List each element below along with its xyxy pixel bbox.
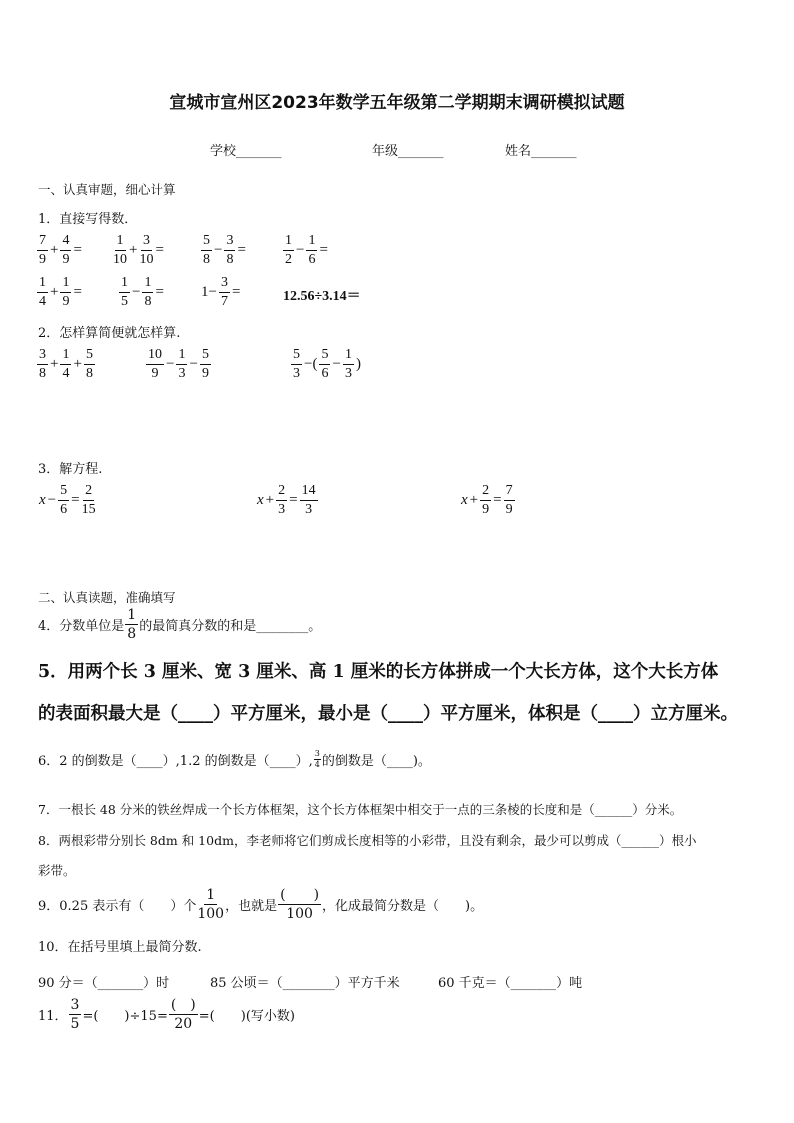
variable: x bbox=[39, 492, 46, 508]
equals: = bbox=[231, 284, 241, 300]
numerator: ( ) bbox=[280, 887, 320, 903]
operator: + bbox=[50, 356, 59, 372]
numerator: 14 bbox=[300, 484, 318, 501]
operator: − bbox=[132, 284, 141, 300]
numerator: 7 bbox=[504, 484, 515, 501]
q11-text: 11． bbox=[38, 1009, 68, 1024]
q9-text: 9．0.25 表示有（ ）个 bbox=[38, 899, 197, 914]
equals: = bbox=[155, 242, 164, 258]
denominator: 6 bbox=[308, 252, 316, 267]
numerator: 2 bbox=[480, 484, 491, 501]
operator: + bbox=[469, 492, 479, 508]
denominator: 8 bbox=[85, 366, 93, 381]
denominator: 9 bbox=[151, 366, 159, 381]
numerator: 3 bbox=[224, 234, 235, 251]
question-8-line-1: 8．两根彩带分别长 8dm 和 10dm，李老师将它们剪成长度相等的小彩带，且没有剩余，最少可以剪成（______）根小 bbox=[38, 833, 697, 848]
denominator: 8 bbox=[226, 252, 234, 267]
numerator: 2 bbox=[83, 484, 94, 501]
numerator: 3 bbox=[37, 348, 48, 365]
denominator: 2 bbox=[285, 252, 292, 267]
question-7: 7．一根长 48 分米的铁丝焊成一个长方体框架，这个长方体框架中相交于一点的三条棱的长度和是（______）分米。 bbox=[38, 802, 683, 817]
equals: = bbox=[73, 284, 82, 300]
variable: x bbox=[257, 492, 264, 508]
grade-field[interactable]: 年级_______ bbox=[372, 144, 444, 159]
denominator: 20 bbox=[174, 1016, 193, 1032]
numerator: 1 bbox=[115, 234, 126, 251]
q1-item-g bbox=[200, 276, 241, 309]
numerator: 3 bbox=[314, 749, 320, 758]
question-10: 10．在括号里填上最简分数. bbox=[38, 940, 202, 955]
denominator: 7 bbox=[220, 294, 228, 309]
operator: − bbox=[332, 356, 341, 372]
numerator: 1 bbox=[60, 348, 71, 365]
q10-item-a: 90 分＝（_______）时 bbox=[38, 976, 170, 991]
numerator: 5 bbox=[200, 348, 211, 365]
denominator: 6 bbox=[321, 366, 329, 381]
q6-text: 的倒数是（____)。 bbox=[321, 754, 431, 769]
question-11 bbox=[38, 998, 295, 1031]
operator: + bbox=[50, 284, 59, 300]
equals: = bbox=[155, 284, 164, 300]
operator: + bbox=[265, 492, 275, 508]
denominator: 5 bbox=[70, 1016, 80, 1032]
operator: − bbox=[47, 492, 57, 508]
numerator: ( ) bbox=[170, 997, 196, 1013]
denominator: 15 bbox=[81, 502, 96, 517]
operator: 1− bbox=[201, 284, 217, 300]
numerator: 5 bbox=[201, 234, 212, 251]
question-5-line-2: 的表面积最大是（____）平方厘米，最小是（____）平方厘米，体积是（____）立方厘米。 bbox=[38, 704, 738, 724]
q11-text: =( )÷15= bbox=[82, 1009, 168, 1024]
denominator: 8 bbox=[144, 294, 152, 309]
q6-text: 6．2 的倒数是（____）,1.2 的倒数是（____）, bbox=[38, 754, 313, 769]
denominator: 9 bbox=[482, 502, 490, 517]
denominator: 10 bbox=[113, 252, 127, 267]
numerator: 1 bbox=[60, 276, 71, 293]
numerator: 5 bbox=[319, 348, 330, 365]
q1-item-b bbox=[112, 234, 165, 267]
denominator: 8 bbox=[203, 252, 210, 267]
equals: = bbox=[319, 242, 328, 258]
page-title: 宣城市宣州区2023年数学五年级第二学期期末调研模拟试题 bbox=[169, 93, 625, 113]
numerator: 5 bbox=[291, 348, 302, 365]
name-field[interactable]: 姓名_______ bbox=[505, 144, 577, 159]
numerator: 3 bbox=[70, 997, 80, 1013]
equals: = bbox=[73, 242, 82, 258]
q10-item-b: 85 公顷＝（________）平方千米 bbox=[210, 976, 400, 991]
question-1: 1．直接写得数． bbox=[38, 212, 138, 227]
denominator: 9 bbox=[505, 502, 513, 517]
denominator: 3 bbox=[278, 502, 286, 517]
q4-text: 的最简真分数的和是________。 bbox=[139, 619, 322, 634]
operator: − bbox=[214, 242, 223, 258]
equals: = bbox=[289, 492, 298, 508]
numerator: 5 bbox=[58, 484, 69, 501]
operator: − bbox=[296, 242, 305, 258]
denominator: 3 bbox=[293, 366, 300, 381]
numerator: 1 bbox=[142, 276, 153, 293]
school-field[interactable]: 学校_______ bbox=[210, 144, 282, 159]
denominator: 9 bbox=[201, 366, 209, 381]
equals: = bbox=[237, 242, 246, 258]
q9-text: ，也就是 bbox=[225, 899, 278, 914]
question-6 bbox=[38, 750, 431, 769]
denominator: 8 bbox=[127, 626, 137, 642]
section-2-heading: 二、认真读题，准确填写 bbox=[38, 590, 176, 605]
numerator: 1 bbox=[206, 887, 216, 903]
question-4 bbox=[38, 608, 321, 641]
denominator: 8 bbox=[39, 366, 46, 381]
q1-item-e bbox=[36, 276, 83, 309]
numerator: 5 bbox=[84, 348, 95, 365]
q9-text: ，化成最简分数是（ )。 bbox=[322, 899, 484, 914]
operator: + bbox=[73, 356, 82, 372]
q3-item-c bbox=[460, 484, 516, 517]
operator: + bbox=[50, 242, 59, 258]
numerator: 3 bbox=[219, 276, 230, 293]
q2-item-b bbox=[145, 348, 212, 381]
operator: − bbox=[166, 356, 175, 372]
denominator: 4 bbox=[314, 760, 320, 769]
q1-item-a bbox=[36, 234, 83, 267]
denominator: 5 bbox=[121, 294, 128, 309]
q3-item-b bbox=[256, 484, 319, 517]
denominator: 3 bbox=[305, 502, 313, 517]
denominator: 9 bbox=[39, 252, 46, 267]
denominator: 9 bbox=[62, 294, 70, 309]
operator: ) bbox=[355, 356, 361, 372]
numerator: 1 bbox=[37, 276, 48, 293]
q1-item-f bbox=[118, 276, 165, 309]
denominator: 3 bbox=[178, 366, 186, 381]
question-2: 2．怎样算简便就怎样算. bbox=[38, 326, 181, 341]
denominator: 6 bbox=[60, 502, 68, 517]
equals: = bbox=[493, 492, 502, 508]
numerator: 10 bbox=[146, 348, 164, 365]
denominator: 9 bbox=[62, 252, 70, 267]
question-8-line-2: 彩带。 bbox=[38, 863, 76, 878]
denominator: 100 bbox=[197, 906, 225, 922]
denominator: 4 bbox=[62, 366, 70, 381]
numerator: 1 bbox=[176, 348, 187, 365]
numerator: 1 bbox=[283, 234, 294, 251]
denominator: 10 bbox=[139, 252, 154, 267]
q4-text: 4．分数单位是 bbox=[38, 619, 125, 634]
denominator: 3 bbox=[344, 366, 352, 381]
question-3: 3．解方程. bbox=[38, 462, 103, 477]
numerator: 2 bbox=[276, 484, 287, 501]
operator: −( bbox=[304, 356, 318, 372]
q1-item-c bbox=[200, 234, 247, 267]
operator: − bbox=[189, 356, 198, 372]
numerator: 1 bbox=[127, 607, 137, 623]
numerator: 1 bbox=[306, 234, 317, 251]
numerator: 7 bbox=[37, 234, 48, 251]
numerator: 1 bbox=[119, 276, 130, 293]
variable: x bbox=[461, 492, 468, 508]
question-9 bbox=[38, 888, 483, 921]
q10-item-c: 60 千克＝（_______）吨 bbox=[438, 976, 583, 991]
equals: = bbox=[71, 492, 80, 508]
question-5-line-1: 5．用两个长 3 厘米、宽 3 厘米、高 1 厘米的长方体拼成一个大长方体，这个大长方体 bbox=[38, 662, 719, 682]
q2-item-a bbox=[36, 348, 96, 381]
section-1-heading: 一、认真审题，细心计算 bbox=[38, 182, 176, 197]
q1-item-h: 12.56÷3.14＝ bbox=[283, 289, 361, 304]
q1-item-d bbox=[282, 234, 329, 267]
numerator: 1 bbox=[343, 348, 354, 365]
denominator: 100 bbox=[286, 906, 313, 922]
denominator: 4 bbox=[39, 294, 46, 309]
q3-item-a bbox=[38, 484, 97, 517]
q2-item-c bbox=[290, 348, 362, 381]
numerator: 3 bbox=[141, 234, 152, 251]
q11-text: =( )(写小数) bbox=[198, 1009, 295, 1024]
numerator: 4 bbox=[60, 234, 71, 251]
operator: + bbox=[129, 242, 138, 258]
